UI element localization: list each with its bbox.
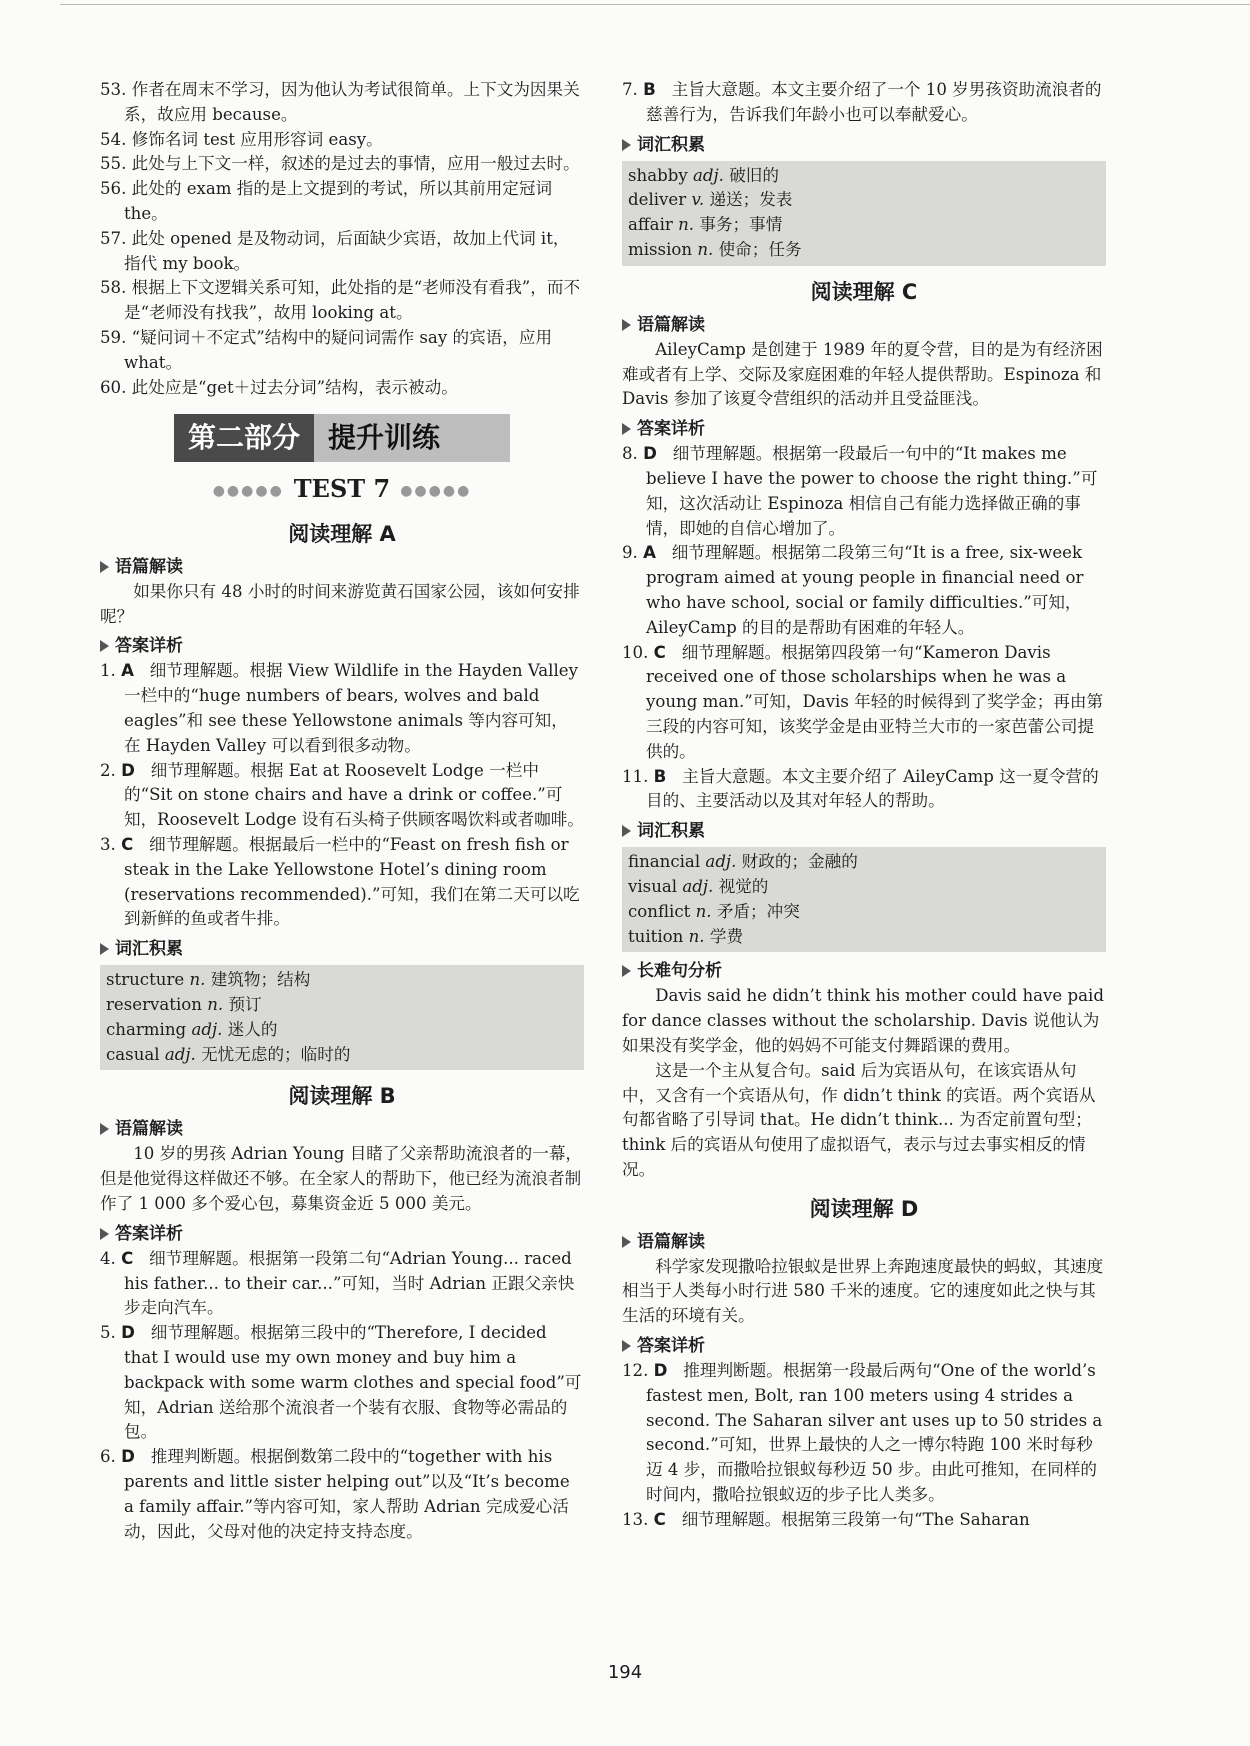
answers-label: 答案详析 — [100, 633, 584, 659]
vocab-entry: charming adj. 迷人的 — [106, 1019, 278, 1039]
vocab-entry: structure n. 建筑物；结构 — [106, 970, 311, 990]
top-rule — [60, 4, 1250, 5]
passage-summary: 10 岁的男孩 Adrian Young 目睹了父亲帮助流浪者的一幕，但是他觉得这样做还不够。在全家人的帮助下，他已经为流浪者制作了 1 000 多个爱心包，募集资金近 5 000 美元。 — [100, 1144, 583, 1213]
list-item: 53. 作者在周末不学习，因为他认为考试很简单。上下文为因果关系，故应用 because。 — [100, 80, 580, 124]
part-title: 提升训练 — [314, 414, 510, 462]
answer-item: 12. D 推理判断题。根据第一段最后两句“One of the world’s fastest men, Bolt, ran 100 meters using 4 strides a second. The Saharan silver ant uses up to 50 strides a second.”可知，世界上最快的人之一博尔特跑 100 米时每秒迈 4 步，而撒哈拉银蚁每秒迈 50 步。由此可推知，在同样的时间内，撒哈拉银蚁迈的步子比人类多。 — [622, 1361, 1103, 1505]
passage-label: 语篇解读 — [622, 1229, 1106, 1255]
long-sentence-analysis: 这是一个主从复合句。said 后为宾语从句，在该宾语从句中，又含有一个宾语从句，作 didn’t think 的宾语。两个宾语从句都省略了引导词 that。He didn’t think... 为否定前置句型；think 后的宾语从句使用了虚拟语气，表示与过去事实相反的情况。 — [622, 1060, 1096, 1179]
section-title-c: 阅读理解 C — [810, 279, 918, 304]
decorative-dots-icon: ●●●●● — [400, 482, 472, 499]
answers-label: 答案详析 — [622, 416, 1106, 442]
arrow-marker-icon — [622, 139, 631, 151]
vocab-entry: visual adj. 视觉的 — [628, 876, 769, 896]
part-label: 第二部分 — [174, 414, 314, 462]
explanations-53-60 — [100, 78, 584, 400]
arrow-marker-icon — [622, 1236, 631, 1248]
page-number: 194 — [607, 1662, 643, 1683]
answer-item: 9. A 细节理解题。根据第二段第三句“It is a free, six-week program aimed at young people in financial need or who have school, social or family difficulties.”可知，AileyCamp 的目的是帮助有困难的年轻人。 — [622, 543, 1084, 637]
arrow-marker-icon — [622, 825, 631, 837]
vocab-entry: mission n. 使命；任务 — [628, 239, 802, 259]
passage-summary: 如果你只有 48 小时的时间来游览黄石国家公园，该如何安排呢？ — [100, 581, 580, 626]
answer-item: 11. B 主旨大意题。本文主要介绍了 AileyCamp 这一夏令营的目的、主要活动以及其对年轻人的帮助。 — [622, 766, 1099, 811]
vocab-box — [622, 847, 1106, 952]
arrow-marker-icon — [622, 423, 631, 435]
arrow-marker-icon — [100, 640, 109, 652]
arrow-marker-icon — [100, 1228, 109, 1240]
list-item: 58. 根据上下文逻辑关系可知，此处指的是“老师没有看我”，而不是“老师没有找我”，故用 looking at。 — [100, 278, 581, 323]
answer-item: 7. B 主旨大意题。本文主要介绍了一个 10 岁男孩资助流浪者的慈善行为，告诉我们年龄小也可以奉献爱心。 — [622, 80, 1102, 124]
answer-item: 6. D 推理判断题。根据倒数第二段中的“together with his parents and little sister helping out”以及“It’s become a family affair.”等内容可知，家人帮助 Adrian 完成爱心活动，因此，父母对他的决定持支持态度。 — [100, 1447, 570, 1541]
vocab-label: 词汇积累 — [622, 818, 1106, 844]
section-title-d: 阅读理解 D — [809, 1196, 919, 1221]
test-heading: ●●●●● TEST 7 ●●●●● — [212, 474, 472, 504]
answer-item: 10. C 细节理解题。根据第四段第一句“Kameron Davis received one of those scholarships when he was a young man.”可知，Davis 年轻的时候得到了奖学金；再由第三段的内容可知，该奖学金是由亚特兰大市的一家芭蕾公司提供的。 — [622, 642, 1104, 761]
list-item: 54. 修饰名词 test 应用形容词 easy。 — [100, 129, 383, 149]
answer-item: 2. D 细节理解题。根据 Eat at Roosevelt Lodge 一栏中的“Sit on stone chairs and have a drink or coffee.”可知，Roosevelt Lodge 设有石头椅子供顾客喝饮料或者咖啡。 — [100, 760, 584, 830]
vocab-box — [100, 965, 584, 1070]
vocab-entry: financial adj. 财政的；金融的 — [628, 852, 858, 872]
vocab-entry: deliver v. 递送；发表 — [628, 190, 793, 210]
long-sentence-text: Davis said he didn’t think his mother could have paid for dance classes without the scholarship. Davis 说他认为如果没有奖学金，他的妈妈不可能支付舞蹈课的费用。 — [622, 986, 1104, 1055]
long-sentence-label: 长难句分析 — [622, 958, 1106, 984]
arrow-marker-icon — [622, 965, 631, 977]
list-item: 57. 此处 opened 是及物动词，后面缺少宾语，故加上代词 it，指代 my book。 — [100, 228, 570, 273]
answer-item: 4. C 细节理解题。根据第一段第二句“Adrian Young... raced his father... to their car...”可知，当时 Adrian 正跟父亲快步走向汽车。 — [100, 1248, 575, 1318]
vocab-entry: affair n. 事务；事情 — [628, 215, 783, 235]
part-banner — [174, 414, 510, 462]
section-title-b: 阅读理解 B — [288, 1084, 396, 1109]
answer-item: 3. C 细节理解题。根据最后一栏中的“Feast on fresh fish or steak in the Lake Yellowstone Hotel’s dining room (reservations recommended).”可知，我们在第二天可以吃到新鲜的鱼或者牛排。 — [100, 835, 580, 929]
decorative-dots-icon: ●●●●● — [212, 482, 284, 499]
arrow-marker-icon — [622, 319, 631, 331]
answer-item: 5. D 细节理解题。根据第三段中的“Therefore, I decided that I would use my own money and buy him a backpack with some warm clothes and special food”可知，Adrian 送给那个流浪者一个装有衣服、食物等必需品的包。 — [100, 1323, 582, 1442]
passage-label: 语篇解读 — [622, 312, 1106, 338]
list-item: 56. 此处的 exam 指的是上文提到的考试，所以其前用定冠词 the。 — [100, 179, 553, 223]
right-column — [622, 78, 1106, 1533]
answers-label: 答案详析 — [622, 1333, 1106, 1359]
arrow-marker-icon — [100, 1123, 109, 1135]
vocab-entry: casual adj. 无忧无虑的；临时的 — [106, 1044, 351, 1064]
passage-label: 语篇解读 — [100, 554, 584, 580]
left-column — [100, 78, 584, 1544]
vocab-entry: tuition n. 学费 — [628, 926, 744, 946]
vocab-entry: conflict n. 矛盾；冲突 — [628, 901, 800, 921]
arrow-marker-icon — [622, 1340, 631, 1352]
list-item: 59. “疑问词＋不定式”结构中的疑问词需作 say 的宾语，应用 what。 — [100, 327, 553, 372]
passage-label: 语篇解读 — [100, 1116, 584, 1142]
vocab-entry: reservation n. 预订 — [106, 995, 262, 1015]
answers-label: 答案详析 — [100, 1221, 584, 1247]
answer-item: 8. D 细节理解题。根据第一段最后一句中的“It makes me believe I have the power to choose the right thing.”可知，这次活动让 Espinoza 相信自己有能力选择做正确的事情，即她的自信心增加了。 — [622, 444, 1098, 538]
answer-item: 1. A 细节理解题。根据 View Wildlife in the Hayden Valley 一栏中的“huge numbers of bears, wolves and bald eagles”和 see these Yellowstone animals 等内容可知，在 Hayden Valley 可以看到很多动物。 — [100, 661, 578, 755]
list-item: 55. 此处与上下文一样，叙述的是过去的事情，应用一般过去时。 — [100, 154, 580, 174]
passage-summary: 科学家发现撒哈拉银蚁是世界上奔跑速度最快的蚂蚁，其速度相当于人类每小时行进 580 千米的速度。它的速度如此之快与其生活的环境有关。 — [622, 1256, 1104, 1326]
arrow-marker-icon — [100, 943, 109, 955]
answer-item: 13. C 细节理解题。根据第三段第一句“The Saharan — [622, 1509, 1030, 1529]
arrow-marker-icon — [100, 561, 109, 573]
passage-summary: AileyCamp 是创建于 1989 年的夏令营，目的是为有经济困难或者有上学、交际及家庭困难的年轻人提供帮助。Espinoza 和 Davis 参加了该夏令营组织的活动并且受益匪浅。 — [622, 339, 1103, 409]
vocab-label: 词汇积累 — [622, 132, 1106, 158]
vocab-label: 词汇积累 — [100, 936, 584, 962]
section-title-a: 阅读理解 A — [288, 521, 396, 546]
list-item: 60. 此处应是“get＋过去分词”结构，表示被动。 — [100, 377, 458, 397]
vocab-entry: shabby adj. 破旧的 — [628, 165, 779, 185]
vocab-box — [622, 161, 1106, 266]
